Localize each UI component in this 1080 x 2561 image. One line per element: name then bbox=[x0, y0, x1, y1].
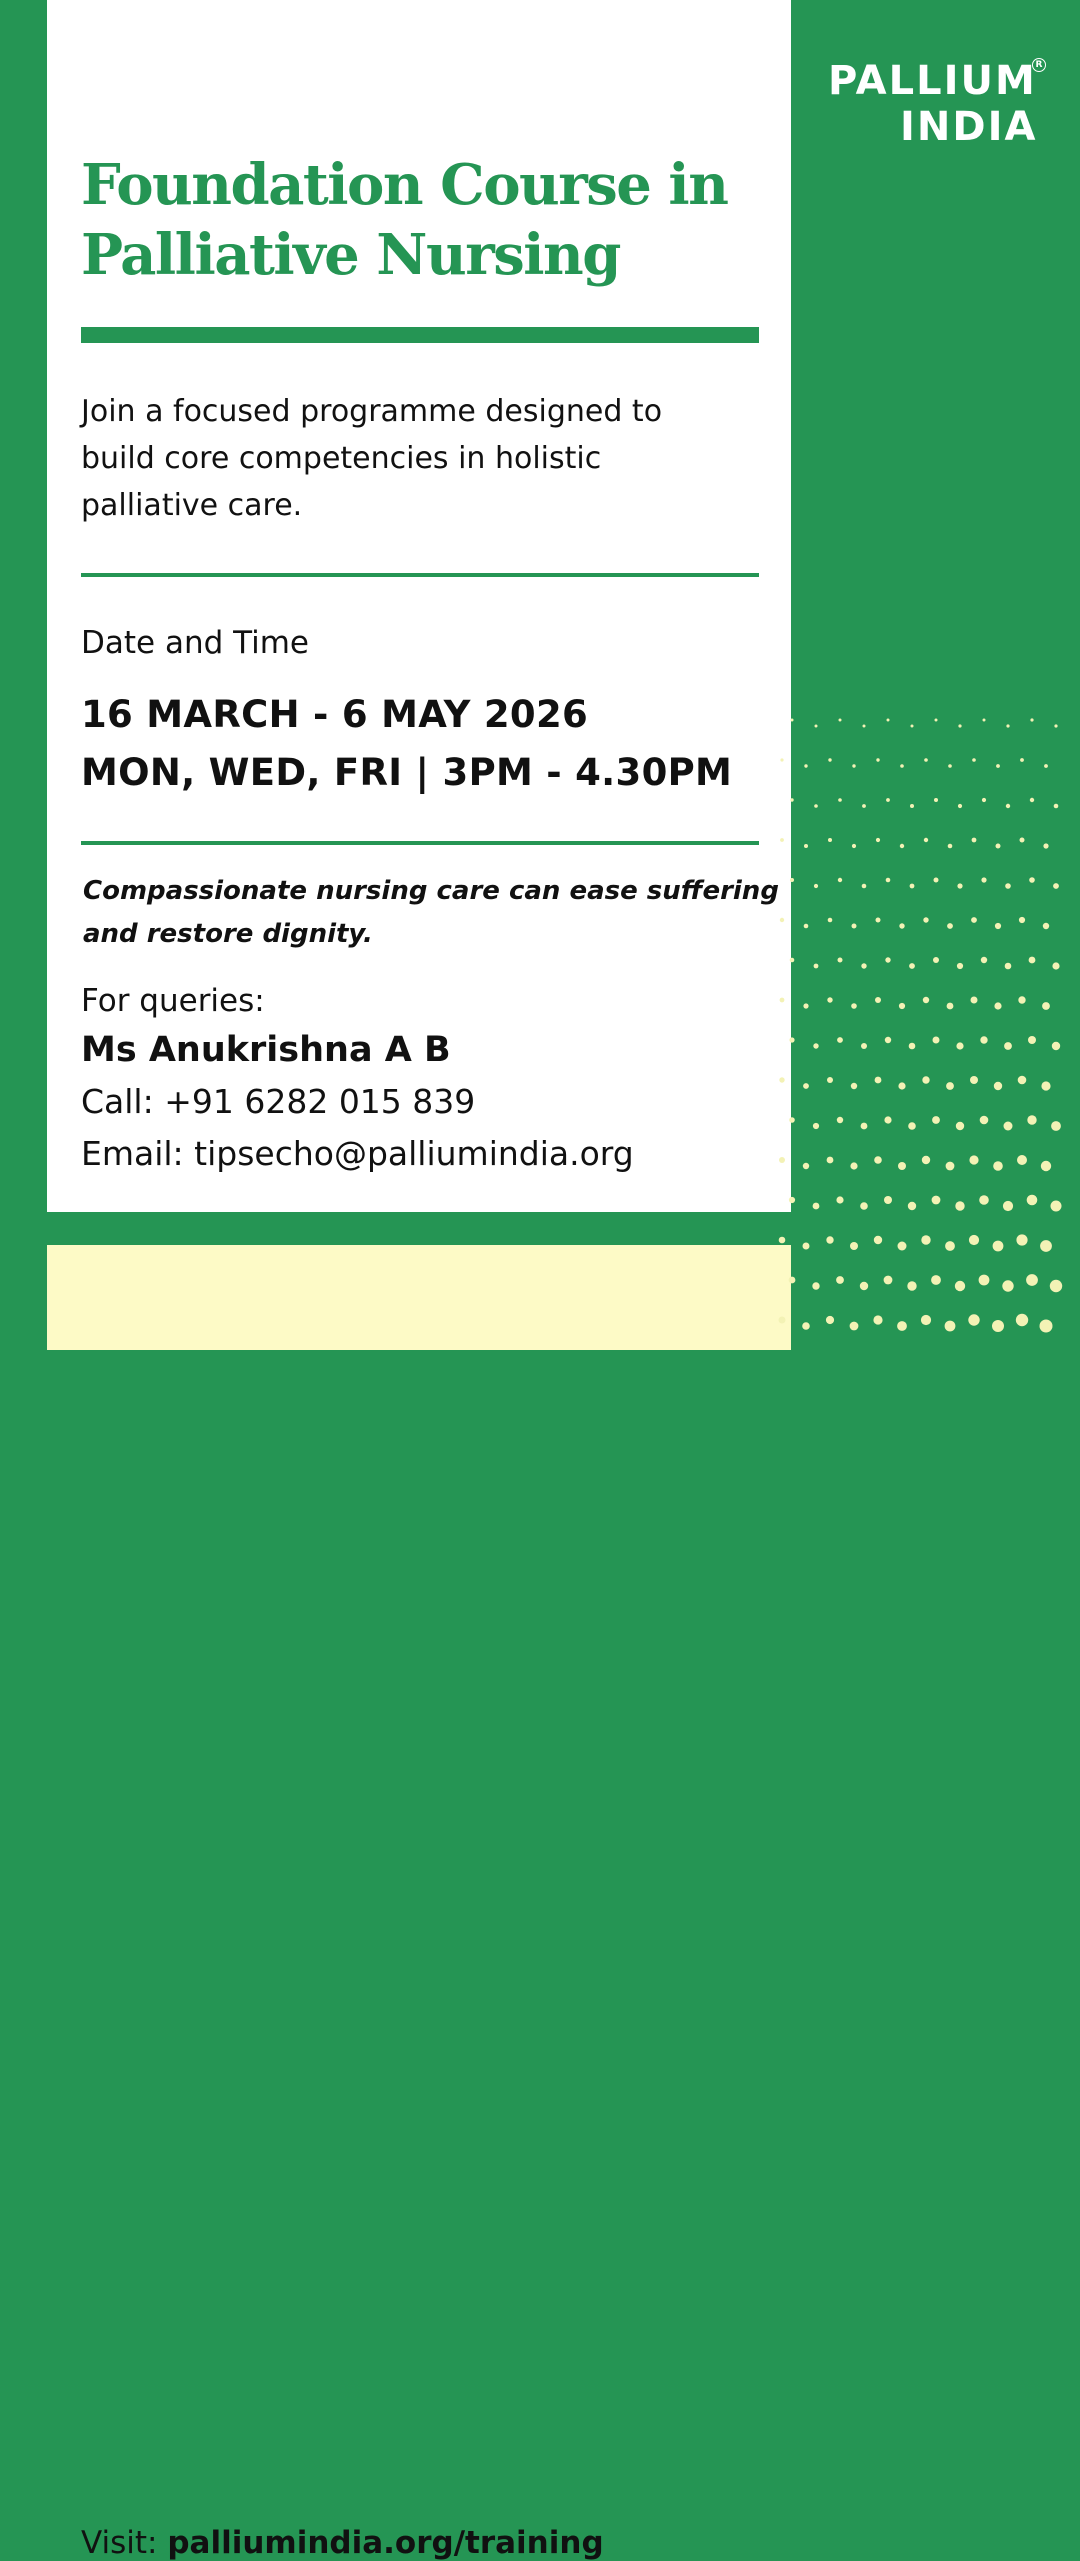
decor-dot bbox=[803, 1003, 808, 1008]
decor-dot bbox=[956, 1122, 964, 1130]
tagline-quote bbox=[83, 870, 779, 956]
visit-label: Visit: bbox=[81, 2525, 168, 2561]
decor-dot bbox=[909, 1043, 916, 1050]
decor-dot bbox=[946, 1082, 954, 1090]
decor-dot bbox=[971, 997, 978, 1004]
decor-dot bbox=[1018, 996, 1025, 1003]
contact-email[interactable]: Email: tipsecho@palliumindia.org bbox=[81, 1134, 634, 1173]
decor-dot bbox=[860, 1202, 868, 1210]
decor-dot bbox=[911, 725, 914, 728]
intro-divider bbox=[81, 573, 759, 577]
decor-dot bbox=[1016, 1234, 1027, 1245]
decor-dot bbox=[1004, 1122, 1013, 1131]
decor-dot bbox=[947, 923, 953, 929]
decor-dot bbox=[945, 1241, 955, 1251]
decor-dot bbox=[814, 964, 819, 969]
decor-dot bbox=[802, 1322, 810, 1330]
quote-line2: and restore dignity. bbox=[83, 919, 373, 949]
decor-dot bbox=[803, 1243, 810, 1250]
decor-dot bbox=[1052, 962, 1059, 969]
decor-dot bbox=[1020, 758, 1024, 762]
decor-dot bbox=[996, 844, 1001, 849]
decor-dot bbox=[863, 725, 866, 728]
course-title-line1: Foundation Course in bbox=[81, 152, 728, 218]
decor-dot bbox=[947, 1003, 954, 1010]
decor-dot bbox=[979, 1275, 990, 1286]
decor-dot bbox=[779, 1317, 786, 1324]
decor-dot bbox=[1027, 1195, 1038, 1206]
decor-dot bbox=[851, 1083, 857, 1089]
visit-line bbox=[81, 2525, 604, 2561]
decor-dot bbox=[861, 1123, 868, 1130]
decor-dot bbox=[908, 1202, 916, 1210]
queries-label: For queries: bbox=[81, 983, 265, 1019]
course-schedule: MON, WED, FRI | 3PM - 4.30PM bbox=[81, 751, 733, 794]
decor-dot bbox=[948, 764, 952, 768]
decor-dot bbox=[935, 719, 938, 722]
decor-dot bbox=[804, 844, 808, 848]
decor-dot bbox=[1042, 1002, 1050, 1010]
decor-dot bbox=[1041, 1081, 1050, 1090]
decor-dot bbox=[852, 844, 856, 848]
decor-dot bbox=[921, 1315, 931, 1325]
decor-dot bbox=[803, 1083, 809, 1089]
decor-dot bbox=[932, 1116, 940, 1124]
decor-dot bbox=[828, 918, 833, 923]
decor-dot bbox=[1029, 877, 1035, 883]
decor-dot bbox=[789, 1197, 795, 1203]
decor-dot bbox=[1020, 838, 1025, 843]
decor-dot bbox=[897, 1321, 907, 1331]
decor-dot bbox=[924, 758, 928, 762]
decor-dot bbox=[957, 883, 962, 888]
decor-dot bbox=[1005, 883, 1011, 889]
decor-dot bbox=[1054, 804, 1059, 809]
decor-dot bbox=[838, 958, 843, 963]
decor-dot bbox=[812, 1282, 819, 1289]
quote-line1: Compassionate nursing care can ease suffering bbox=[83, 876, 779, 906]
decor-dot bbox=[981, 957, 987, 963]
decor-dot bbox=[956, 1042, 963, 1049]
decor-dot bbox=[898, 1082, 905, 1089]
decor-dot bbox=[1027, 1115, 1036, 1124]
decor-dot bbox=[979, 1195, 989, 1205]
decor-dot bbox=[981, 877, 986, 882]
decor-dot bbox=[996, 764, 1000, 768]
decor-dot bbox=[945, 1321, 956, 1332]
decor-dot bbox=[1004, 1042, 1012, 1050]
decor-dot bbox=[910, 804, 914, 808]
date-time-values bbox=[81, 686, 732, 802]
schedule-divider bbox=[81, 841, 759, 845]
decor-dot bbox=[837, 1037, 843, 1043]
decor-dot bbox=[827, 1157, 834, 1164]
decor-dot bbox=[1003, 1201, 1013, 1211]
decor-dot bbox=[836, 1276, 844, 1284]
decor-dot bbox=[994, 1082, 1002, 1090]
decor-dot bbox=[972, 838, 977, 843]
intro-line3: palliative care. bbox=[81, 488, 303, 523]
decor-dot bbox=[1040, 1320, 1053, 1333]
decor-dot bbox=[780, 918, 784, 922]
decor-dot bbox=[813, 1043, 818, 1048]
decor-dot bbox=[969, 1235, 979, 1245]
decor-dot bbox=[1030, 798, 1034, 802]
content-card bbox=[47, 0, 791, 1212]
date-time-label: Date and Time bbox=[81, 625, 309, 661]
decor-dot bbox=[791, 719, 794, 722]
decor-dot bbox=[1052, 1042, 1060, 1050]
decor-dot bbox=[1054, 724, 1057, 727]
decor-dot bbox=[1005, 963, 1012, 970]
decor-dot bbox=[874, 1236, 882, 1244]
decor-dot bbox=[1044, 764, 1048, 768]
decor-dot bbox=[814, 804, 818, 808]
decor-dot bbox=[850, 1322, 859, 1331]
decor-dot bbox=[900, 764, 904, 768]
decor-dot bbox=[875, 997, 881, 1003]
decor-dot bbox=[1030, 718, 1033, 721]
decor-dot bbox=[1006, 804, 1010, 808]
registered-mark-icon: R bbox=[1032, 58, 1046, 72]
course-title bbox=[81, 150, 781, 290]
decor-dot bbox=[850, 1162, 857, 1169]
decor-dot bbox=[780, 758, 783, 761]
decor-dot bbox=[1051, 1121, 1061, 1131]
decor-dot bbox=[1018, 1076, 1027, 1085]
intro-line2: build core competencies in holistic bbox=[81, 441, 602, 476]
decor-dot bbox=[886, 878, 891, 883]
decor-dot bbox=[852, 924, 857, 929]
decor-dot bbox=[789, 1117, 795, 1123]
decor-dot bbox=[910, 884, 915, 889]
decor-dot bbox=[813, 1203, 820, 1210]
decor-dot bbox=[876, 838, 880, 842]
decor-dot bbox=[1017, 1155, 1027, 1165]
decor-dot bbox=[876, 918, 881, 923]
decor-dot bbox=[982, 798, 986, 802]
decor-dot bbox=[993, 1241, 1004, 1252]
decor-dot bbox=[828, 838, 832, 842]
decor-dot bbox=[948, 844, 953, 849]
decor-dot bbox=[1043, 923, 1049, 929]
decor-dot bbox=[779, 1077, 784, 1082]
decor-dot bbox=[932, 1196, 941, 1205]
decor-dot bbox=[1016, 1314, 1028, 1326]
decor-dot bbox=[789, 1277, 796, 1284]
intro-line1: Join a focused programme designed to bbox=[81, 394, 663, 429]
decor-dot bbox=[993, 1161, 1003, 1171]
training-link[interactable]: palliumindia.org/training bbox=[167, 2525, 604, 2561]
decor-dot bbox=[779, 1237, 786, 1244]
decor-dot bbox=[789, 1037, 794, 1042]
title-divider bbox=[81, 327, 759, 343]
decor-dot bbox=[862, 804, 866, 808]
decor-dot bbox=[804, 764, 807, 767]
decor-dot bbox=[995, 923, 1001, 929]
decor-dot bbox=[813, 1123, 819, 1129]
contact-phone[interactable]: Call: +91 6282 015 839 bbox=[81, 1082, 476, 1121]
intro-text bbox=[81, 388, 761, 529]
decor-dot bbox=[958, 804, 962, 808]
decor-dot bbox=[779, 1157, 785, 1163]
decor-dot bbox=[861, 963, 866, 968]
decor-dot bbox=[826, 1316, 834, 1324]
decor-dot bbox=[994, 1002, 1001, 1009]
decor-dot bbox=[886, 798, 890, 802]
decor-dot bbox=[850, 1242, 858, 1250]
contact-name: Ms Anukrishna A B bbox=[81, 1030, 451, 1070]
decor-dot bbox=[922, 1076, 929, 1083]
decor-dot bbox=[1041, 1161, 1051, 1171]
decor-dot bbox=[837, 1117, 843, 1123]
decor-dot bbox=[1002, 1280, 1013, 1291]
decor-dot bbox=[790, 958, 795, 963]
decor-dot bbox=[884, 1276, 893, 1285]
decor-dot bbox=[1028, 1036, 1036, 1044]
decor-dot bbox=[790, 878, 794, 882]
decor-dot bbox=[838, 878, 842, 882]
decor-dot bbox=[1043, 843, 1048, 848]
decor-dot bbox=[884, 1116, 891, 1123]
course-dates: 16 MARCH - 6 MAY 2026 bbox=[81, 693, 589, 736]
decor-dot bbox=[1040, 1240, 1052, 1252]
decor-dot bbox=[828, 758, 831, 761]
decor-dot bbox=[934, 798, 938, 802]
decor-dot bbox=[887, 719, 890, 722]
decor-dot bbox=[885, 957, 890, 962]
decor-dot bbox=[934, 878, 939, 883]
decor-dot bbox=[873, 1315, 882, 1324]
decor-dot bbox=[957, 963, 963, 969]
decor-dot bbox=[884, 1196, 892, 1204]
logo-text-pallium: PALLIUM bbox=[828, 58, 1037, 104]
contact-section bbox=[81, 978, 634, 1180]
decor-dot bbox=[898, 1162, 906, 1170]
decor-dot bbox=[955, 1281, 965, 1291]
decor-dot bbox=[1006, 724, 1009, 727]
pallium-india-logo bbox=[828, 58, 1053, 150]
decor-dot bbox=[969, 1155, 978, 1164]
decor-dot bbox=[909, 963, 915, 969]
decor-dot bbox=[898, 1242, 907, 1251]
decor-dot bbox=[827, 1077, 833, 1083]
decor-dot bbox=[839, 719, 842, 722]
decor-dot bbox=[924, 838, 928, 842]
decor-dot bbox=[923, 997, 929, 1003]
decor-dot bbox=[921, 1235, 930, 1244]
decor-dot bbox=[923, 917, 928, 922]
decor-dot bbox=[1050, 1280, 1062, 1292]
decor-dot bbox=[1026, 1274, 1038, 1286]
decor-dot bbox=[968, 1314, 979, 1325]
decor-dot bbox=[992, 1320, 1004, 1332]
decor-dot bbox=[861, 1043, 867, 1049]
decor-dot bbox=[1051, 1201, 1062, 1212]
decor-dot bbox=[971, 917, 977, 923]
decor-dot bbox=[972, 758, 976, 762]
decor-dot bbox=[780, 838, 784, 842]
decor-dot bbox=[1019, 917, 1025, 923]
footer-banner bbox=[47, 1245, 791, 2561]
decor-dot bbox=[780, 998, 785, 1003]
decor-dot bbox=[885, 1037, 891, 1043]
decor-dot bbox=[804, 924, 809, 929]
decor-dot bbox=[814, 884, 818, 888]
decor-dot bbox=[907, 1281, 916, 1290]
decor-dot bbox=[980, 1036, 987, 1043]
decor-dot bbox=[803, 1163, 809, 1169]
decor-dot bbox=[836, 1196, 843, 1203]
decor-dot bbox=[970, 1076, 978, 1084]
decor-dot bbox=[922, 1156, 930, 1164]
decor-dot bbox=[862, 884, 867, 889]
decor-dot bbox=[1029, 957, 1036, 964]
decor-dot bbox=[852, 764, 855, 767]
decor-dot bbox=[900, 844, 904, 848]
decor-dot bbox=[1053, 883, 1059, 889]
decor-dot bbox=[790, 798, 793, 801]
decor-dot bbox=[875, 1077, 882, 1084]
decor-dot bbox=[826, 1236, 833, 1243]
decor-dot bbox=[899, 923, 904, 928]
logo-text-india: INDIA bbox=[900, 104, 1038, 150]
decor-dot bbox=[933, 957, 939, 963]
decor-dot bbox=[983, 719, 986, 722]
decor-dot bbox=[838, 798, 842, 802]
decor-dot bbox=[899, 1003, 905, 1009]
decor-dot bbox=[876, 758, 879, 761]
decor-dot bbox=[955, 1201, 964, 1210]
decor-dot bbox=[815, 725, 818, 728]
course-title-line2: Palliative Nursing bbox=[81, 222, 620, 288]
decor-dot bbox=[946, 1162, 955, 1171]
decor-dot bbox=[860, 1282, 868, 1290]
decor-dot bbox=[908, 1122, 916, 1130]
decorative-dot-pattern bbox=[760, 700, 1080, 1350]
decor-dot bbox=[827, 997, 832, 1002]
decor-dot bbox=[933, 1037, 940, 1044]
decor-dot bbox=[931, 1275, 941, 1285]
decor-dot bbox=[958, 724, 961, 727]
decor-dot bbox=[980, 1116, 989, 1125]
decor-dot bbox=[874, 1156, 882, 1164]
decor-dot bbox=[851, 1003, 857, 1009]
